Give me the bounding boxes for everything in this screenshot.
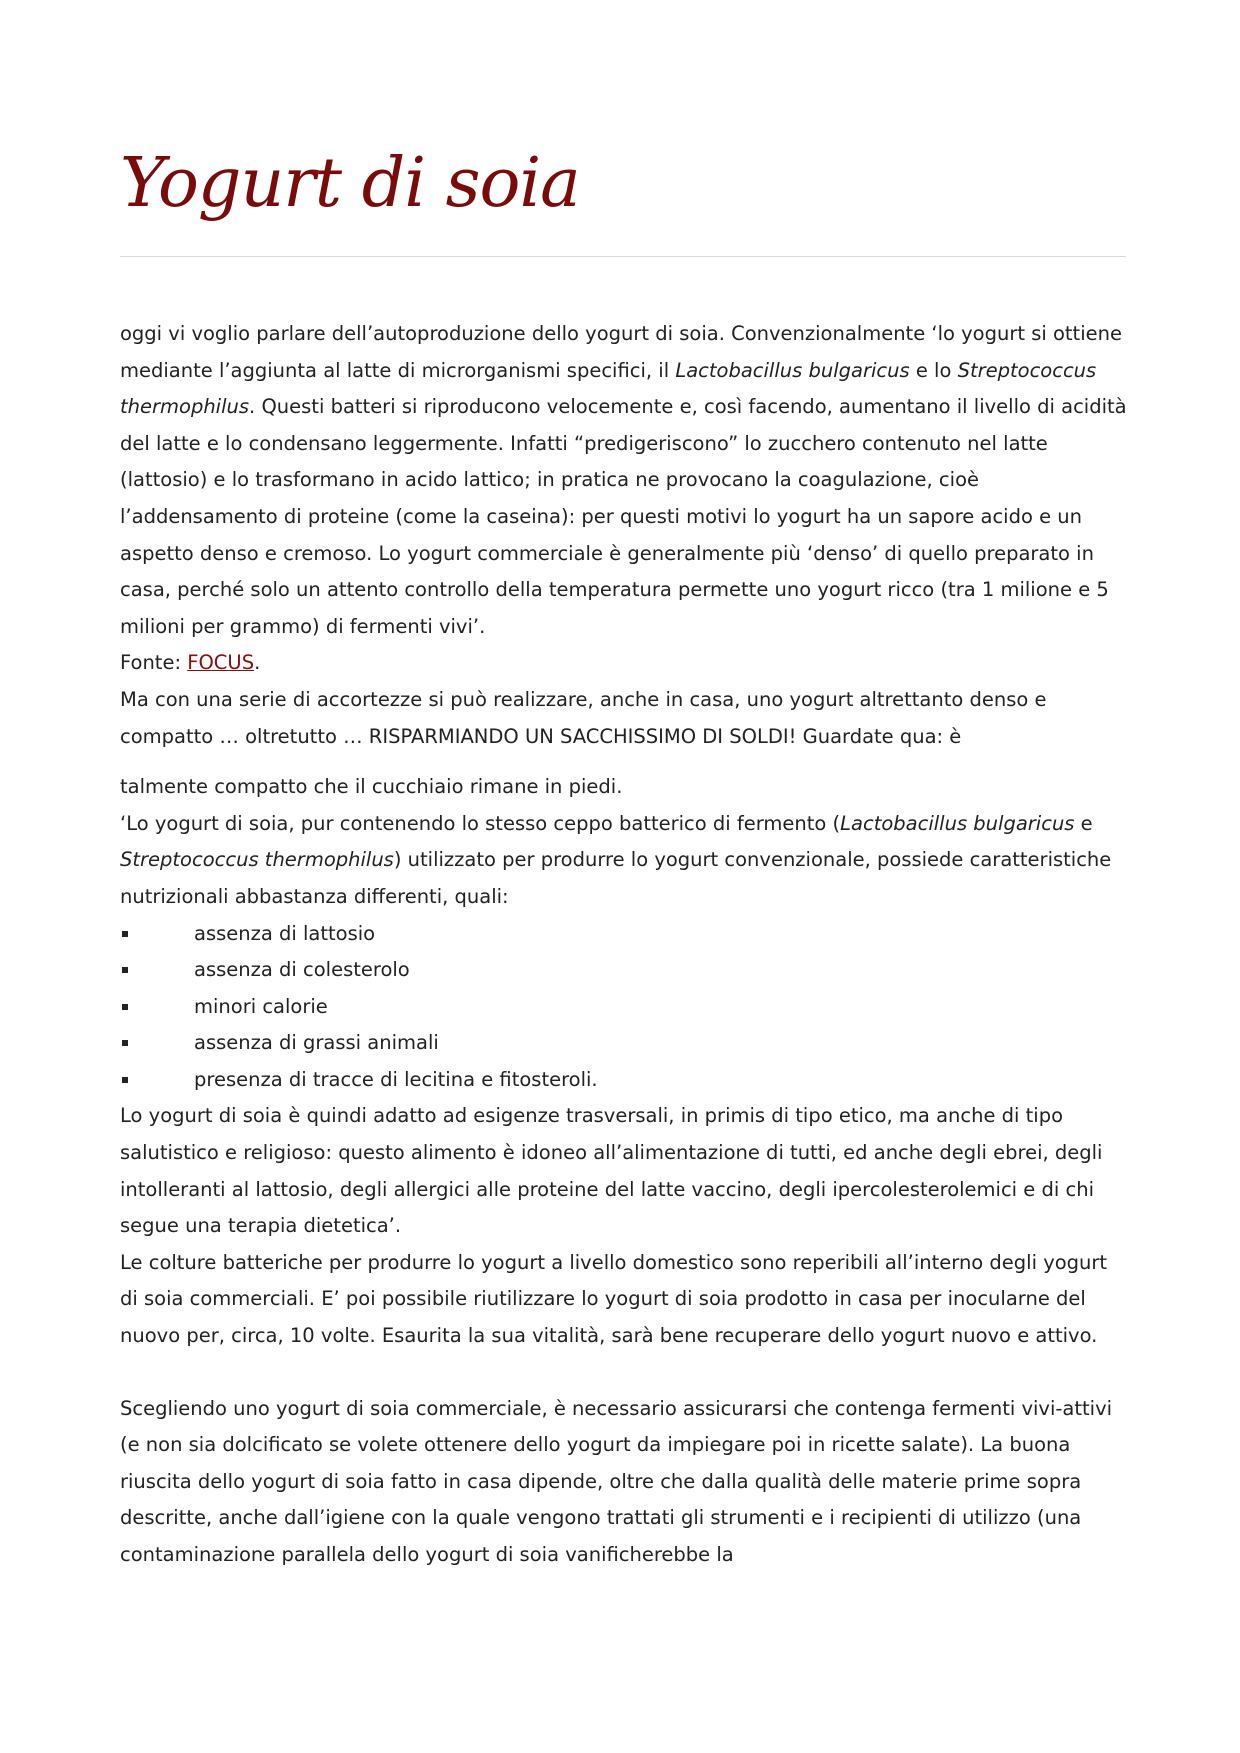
commercial-yogurt-paragraph: Scegliendo uno yogurt di soia commerciale, è necessario assicurarsi che contenga fermenti vivi-attivi (e non sia dolcificato se volete ottenere dello yogurt da impiegare poi in ricette salate). La buona riuscita dello yogurt di soia fatto in casa dipende, oltre che dalla qualità delle materie prime sopra descritte, anche dall’igiene con la quale vengono trattati gli strumenti e i recipienti di utilizzo (una contaminazione parallela dello yogurt di soia vanificherebbe la	[120, 1396, 1113, 1566]
list-item-text: assenza di colesterolo	[194, 958, 410, 982]
bullet-icon	[122, 967, 128, 973]
bullet-icon	[122, 1040, 128, 1046]
text-run: oggi vi voglio parlare dell’autoproduzione dello yogurt di soia. Convenzionalmente ‘lo yogurt si ottiene mediante l’aggiunta al latte di microrganismi specifici, il	[120, 322, 1122, 382]
title-divider	[120, 256, 1126, 257]
list-item	[120, 1062, 1130, 1099]
cultures-paragraph: Le colture batteriche per produrre lo yogurt a livello domestico sono reperibili all’interno degli yogurt di soia commerciali. E’ poi possibile riutilizzare lo yogurt di soia prodotto in casa per inocularne del nuovo per, circa, 10 volte. Esaurita la sua vitalità, sarà bene recuperare dello yogurt nuovo e attivo.	[120, 1250, 1108, 1348]
intro-paragraph	[120, 316, 1130, 645]
species-name: Lactobacillus bulgaricus	[675, 358, 910, 382]
text-run: .	[254, 651, 261, 675]
text-run: e	[1074, 811, 1093, 835]
text-run: e lo	[909, 358, 958, 382]
nutrition-list	[120, 916, 1130, 1099]
species-name: Streptococcus thermophilus	[120, 848, 394, 872]
list-item-text: minori calorie	[194, 994, 328, 1018]
list-item-text: assenza di grassi animali	[194, 1031, 439, 1055]
bullet-icon	[122, 931, 128, 937]
list-item	[120, 1025, 1130, 1062]
article-body	[120, 316, 1130, 1574]
bullet-icon	[122, 1077, 128, 1083]
suitability-paragraph: Lo yogurt di soia è quindi adatto ad esigenze trasversali, in primis di tipo etico, ma anche di tipo salutistico e religioso: questo alimento è idoneo all’alimentazione di tutti, ed anche degli ebrei, degli intolleranti al lattosio, degli allergici alle proteine del latte vaccino, degli ipercolesterolemici e di chi segue una terapia dietetica’.	[120, 1104, 1103, 1238]
spoon-paragraph: talmente compatto che il cucchiaio rimane in piedi.	[120, 775, 623, 799]
source-line	[120, 645, 1130, 682]
list-item	[120, 989, 1130, 1026]
list-item-text: presenza di tracce di lecitina e fitosteroli.	[194, 1067, 598, 1091]
source-label: Fonte:	[120, 651, 188, 675]
species-name: Lactobacillus bulgaricus	[840, 811, 1075, 835]
list-item	[120, 952, 1130, 989]
list-item-text: assenza di lattosio	[194, 921, 376, 945]
species-name: Streptococcus thermophilus	[120, 358, 1097, 419]
focus-link[interactable]: FOCUS	[187, 651, 255, 675]
text-run: ‘Lo yogurt di soia, pur contenendo lo stesso ceppo batterico di fermento (	[120, 811, 841, 835]
savings-paragraph: Ma con una serie di accortezze si può realizzare, anche in casa, uno yogurt altrettanto denso e compatto … oltretutto … RISPARMIANDO UN SACCHISSIMO DI SOLDI! Guardate qua: è	[120, 687, 1047, 748]
list-item	[120, 916, 1130, 953]
text-run: . Questi batteri si riproducono velocemente e, così facendo, aumentano il livello di acidità del latte e lo condensano leggermente. Infatti “predigeriscono” lo zucchero contenuto nel latte (lattosio) e lo trasformano in acido lattico; in pratica ne provocano la coagulazione, cioè l’addensamento di proteine (come la caseina): per questi motivi lo yogurt ha un sapore acido e un aspetto denso e cremoso. Lo yogurt commerciale è generalmente più ‘denso’ di quello preparato in casa, perché solo un attento controllo della temperatura permette uno yogurt ricco (tra 1 milione e 5 milioni per grammo) di fermenti vivi’.	[120, 395, 1127, 638]
soy-yogurt-paragraph	[120, 806, 1130, 916]
text-run: ) utilizzato per produrre lo yogurt convenzionale, possiede caratteristiche nutrizionali abbastanza differenti, quali:	[120, 848, 1112, 908]
page-title: Yogurt di soia	[120, 144, 580, 223]
bullet-icon	[122, 1004, 128, 1010]
